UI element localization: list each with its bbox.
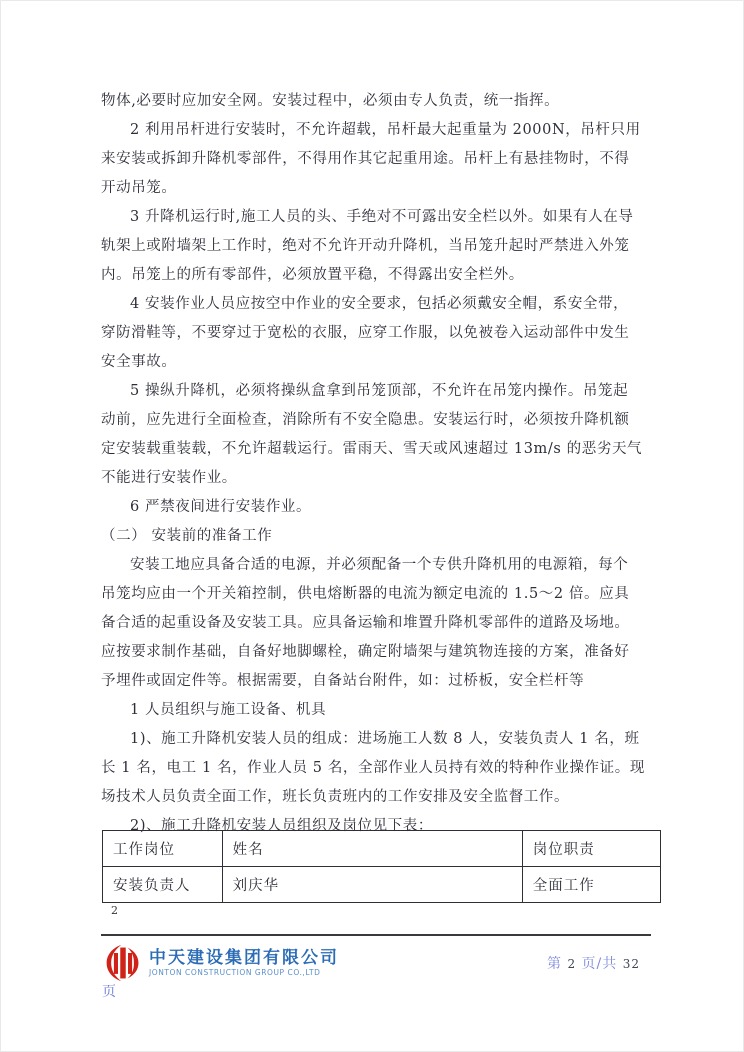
page-number-total: 32 bbox=[622, 957, 640, 971]
page-number-current: 2 bbox=[567, 957, 577, 971]
body-line: 来安装或拆卸升降机零部件，不得用作其它起重用途。吊杆上有悬挂物时，不得 bbox=[101, 151, 630, 167]
body-line: 开动吊笼。 bbox=[101, 180, 177, 196]
body-line: 安装工地应具备合适的电源，并必须配备一个专供升降机用的电源箱，每个 bbox=[130, 557, 629, 573]
body-line: 定安装载重装载，不允许超载运行。雷雨天、雪天或风速超过 13m/s 的恶劣天气 bbox=[101, 441, 643, 457]
body-line: 内。吊笼上的所有零部件，必须放置平稳，不得露出安全栏外。 bbox=[101, 267, 524, 283]
body-line: 场技术人员负责全面工作，班长负责班内的工作安排及安全监督工作。 bbox=[101, 789, 570, 805]
body-line: 物体,必要时应加安全网。安装过程中，必须由专人负责，统一指挥。 bbox=[101, 93, 560, 109]
body-line: 安全事故。 bbox=[101, 354, 177, 370]
page-number bbox=[547, 953, 640, 973]
page-number-middle: 页/共 bbox=[581, 956, 618, 972]
table-row bbox=[103, 867, 661, 903]
body-line: 5 操纵升降机，必须将操纵盒拿到吊笼顶部，不允许在吊笼内操作。吊笼起 bbox=[130, 383, 629, 399]
body-line: 2 利用吊杆进行安装时，不允许超载，吊杆最大起重量为 2000N，吊杆只用 bbox=[130, 122, 641, 138]
cell-post: 安装负责人 bbox=[103, 867, 223, 903]
personnel-table bbox=[102, 830, 661, 903]
body-line: 吊笼均应由一个开关箱控制，供电熔断器的电流为额定电流的 1.5～2 倍。应具 bbox=[101, 586, 630, 602]
company-name-en: JONTON CONSTRUCTION GROUP CO.,LTD bbox=[149, 968, 321, 977]
body-line: 穿防滑鞋等，不要穿过于宽松的衣服，应穿工作服，以免被卷入运动部件中发生 bbox=[101, 325, 630, 341]
cell-name: 刘庆华 bbox=[222, 867, 522, 903]
body-line: 予埋件或固定件等。根据需要，自备站台附件，如：过桥板，安全栏杆等 bbox=[101, 673, 585, 689]
body-line: 3 升降机运行时,施工人员的头、手绝对不可露出安全栏以外。如果有人在导 bbox=[130, 209, 634, 225]
company-name-cn: 中天建设集团有限公司 bbox=[149, 948, 339, 968]
body-line: 轨架上或附墙架上工作时，绝对不允许开动升降机，当吊笼升起时严禁进入外笼 bbox=[101, 238, 630, 254]
body-line: 1)、施工升降机安装人员的组成：进场施工人数 8 人，安装负责人 1 名，班 bbox=[130, 731, 640, 747]
header-cell-name: 姓名 bbox=[222, 831, 522, 867]
table-header-row bbox=[103, 831, 661, 867]
cell-duty: 全面工作 bbox=[522, 867, 660, 903]
company-logo bbox=[103, 942, 339, 984]
body-line: 长 1 名，电工 1 名，作业人员 5 名，全部作业人员持有效的特种作业操作证。现 bbox=[101, 760, 645, 776]
footer-divider bbox=[101, 934, 651, 936]
company-logo-icon bbox=[103, 942, 143, 984]
body-line: 6 严禁夜间进行安装作业。 bbox=[130, 499, 312, 515]
header-cell-duty: 岗位职责 bbox=[522, 831, 660, 867]
list-heading: 1 人员组织与施工设备、机具 bbox=[130, 702, 327, 718]
body-line: 不能进行安装作业。 bbox=[101, 470, 237, 486]
body-line: 2)、施工升降机安装人员组织及岗位见下表： bbox=[130, 818, 433, 834]
page-number-suffix: 页 bbox=[102, 984, 116, 1000]
footnote-page-number: 2 bbox=[111, 904, 118, 917]
body-line: 应按要求制作基础，自备好地脚螺栓，确定附墙架与建筑物连接的方案，准备好 bbox=[101, 644, 630, 660]
body-line: 4 安装作业人员应按空中作业的安全要求，包括必须戴安全帽，系安全带， bbox=[130, 296, 629, 312]
header-cell-post: 工作岗位 bbox=[103, 831, 223, 867]
section-heading: （二） 安装前的准备工作 bbox=[101, 528, 273, 544]
body-line: 动前，应先进行全面检查，消除所有不安全隐患。安装运行时，必须按升降机额 bbox=[101, 412, 630, 428]
document-body bbox=[101, 87, 653, 841]
body-line: 备合适的起重设备及安装工具。应具备运输和堆置升降机零部件的道路及场地。 bbox=[101, 615, 630, 631]
company-logo-text bbox=[149, 948, 339, 978]
page-number-prefix: 第 bbox=[547, 956, 562, 972]
